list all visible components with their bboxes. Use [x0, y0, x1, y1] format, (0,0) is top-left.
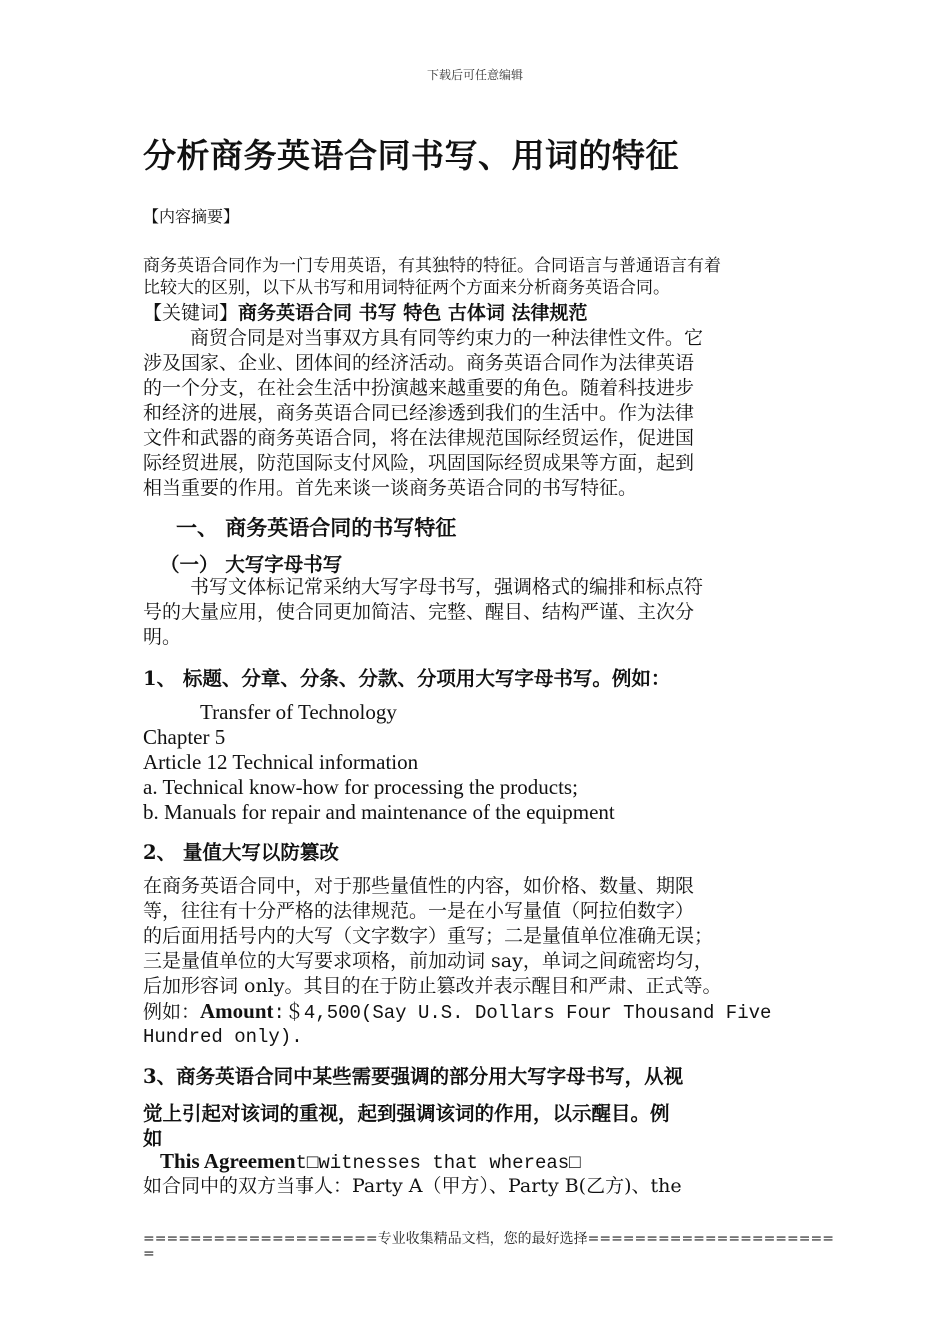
intro-line: 商贸合同是对当事双方具有同等约束力的一种法律性文件。它: [190, 327, 704, 349]
example-line: a. Technical know-how for processing the products;: [143, 775, 578, 799]
example-rest: t□witnesses that whereas□: [295, 1152, 581, 1174]
last-line-text: 如合同中的双方当事人：Party A（甲方）、Party B(乙方)、the: [143, 1175, 682, 1197]
keywords-line: [143, 301, 587, 326]
abstract-line: 比较大的区别，以下从书写和用词特征两个方面来分析商务英语合同。: [143, 278, 670, 298]
item-heading: 如: [143, 1127, 163, 1150]
intro-line: 的一个分支，在社会生活中扮演越来越重要的角色。随着科技进步: [143, 377, 695, 399]
example-line: Article 12 Technical information: [143, 750, 419, 774]
item3-last-line: [143, 1174, 682, 1199]
item-heading: 3、商务英语合同中某些需要强调的部分用大写字母书写，从视: [143, 1065, 684, 1088]
example-bold: Amount: [200, 999, 274, 1023]
item-heading: 2、 量值大写以防篡改: [143, 841, 339, 864]
subsection-heading: （一） 大写字母书写: [160, 553, 343, 576]
example-line: Chapter 5: [143, 725, 226, 749]
page-footer: ====================专业收集精品文档，您的最好选择=====================: [143, 1231, 834, 1247]
item2-example-cont: Hundred only).: [143, 1026, 303, 1048]
item2-line: 三是量值单位的大写要求项格，前加动词 say，单词之间疏密均匀，: [143, 950, 713, 972]
example-line: Transfer of Technology: [200, 700, 397, 724]
item2-line: 的后面用括号内的大写（文字数字）重写；二是量值单位准确无误；: [143, 925, 714, 947]
document-title: 分析商务英语合同书写、用词的特征: [143, 136, 679, 175]
page-header-note: 下载后可任意编辑: [426, 68, 523, 82]
intro-line: 际经贸进展，防范国际支付风险，巩固国际经贸成果等方面，起到: [143, 452, 695, 474]
intro-line: 涉及国家、企业、团体间的经济活动。商务英语合同作为法律英语: [143, 352, 695, 374]
item-heading: 1、 标题、分章、分条、分款、分项用大写字母书写。例如：: [143, 667, 671, 690]
subsection-line: 明。: [143, 626, 182, 648]
subsection-line: 号的大量应用，使合同更加简洁、完整、醒目、结构严谨、主次分: [143, 601, 695, 623]
abstract-label: 【内容摘要】: [143, 207, 240, 226]
item2-line: 等，往往有十分严格的法律规范。一是在小写量值（阿拉伯数字）: [143, 900, 695, 922]
example-amount: :＄4,500(Say U.S. Dollars Four Thousand Five: [273, 1002, 772, 1024]
intro-line: 相当重要的作用。首先来谈一谈商务英语合同的书写特征。: [143, 477, 638, 499]
example-line: b. Manuals for repair and maintenance of the equipment: [143, 800, 615, 824]
item-heading: 觉上引起对该词的重视，起到强调该词的作用，以示醒目。例: [143, 1102, 670, 1125]
item2-line: 后加形容词 only。其目的在于防止篡改并表示醒目和严肃、正式等。: [143, 975, 722, 997]
intro-line: 和经济的进展，商务英语合同已经渗透到我们的生活中。作为法律: [143, 402, 695, 424]
section-heading: 一、 商务英语合同的书写特征: [176, 515, 457, 540]
page-footer-cont: =: [143, 1246, 155, 1262]
example-prefix: 例如：: [143, 1001, 201, 1023]
item2-example: [143, 999, 771, 1026]
keywords-label: 【关键词】: [143, 302, 239, 324]
item2-line: 在商务英语合同中，对于那些量值性的内容，如价格、数量、期限: [143, 875, 695, 897]
subsection-line: 书写文体标记常采纳大写字母书写，强调格式的编排和标点符: [190, 576, 704, 598]
example-bold: This Agreemen: [160, 1149, 296, 1173]
item3-example: [160, 1149, 581, 1176]
abstract-line: 商务英语合同作为一门专用英语，有其独特的特征。合同语言与普通语言有着: [143, 256, 721, 276]
keywords-text: 商务英语合同 书写 特色 古体词 法律规范: [238, 302, 588, 324]
intro-line: 文件和武器的商务英语合同，将在法律规范国际经贸运作，促进国: [143, 427, 695, 449]
